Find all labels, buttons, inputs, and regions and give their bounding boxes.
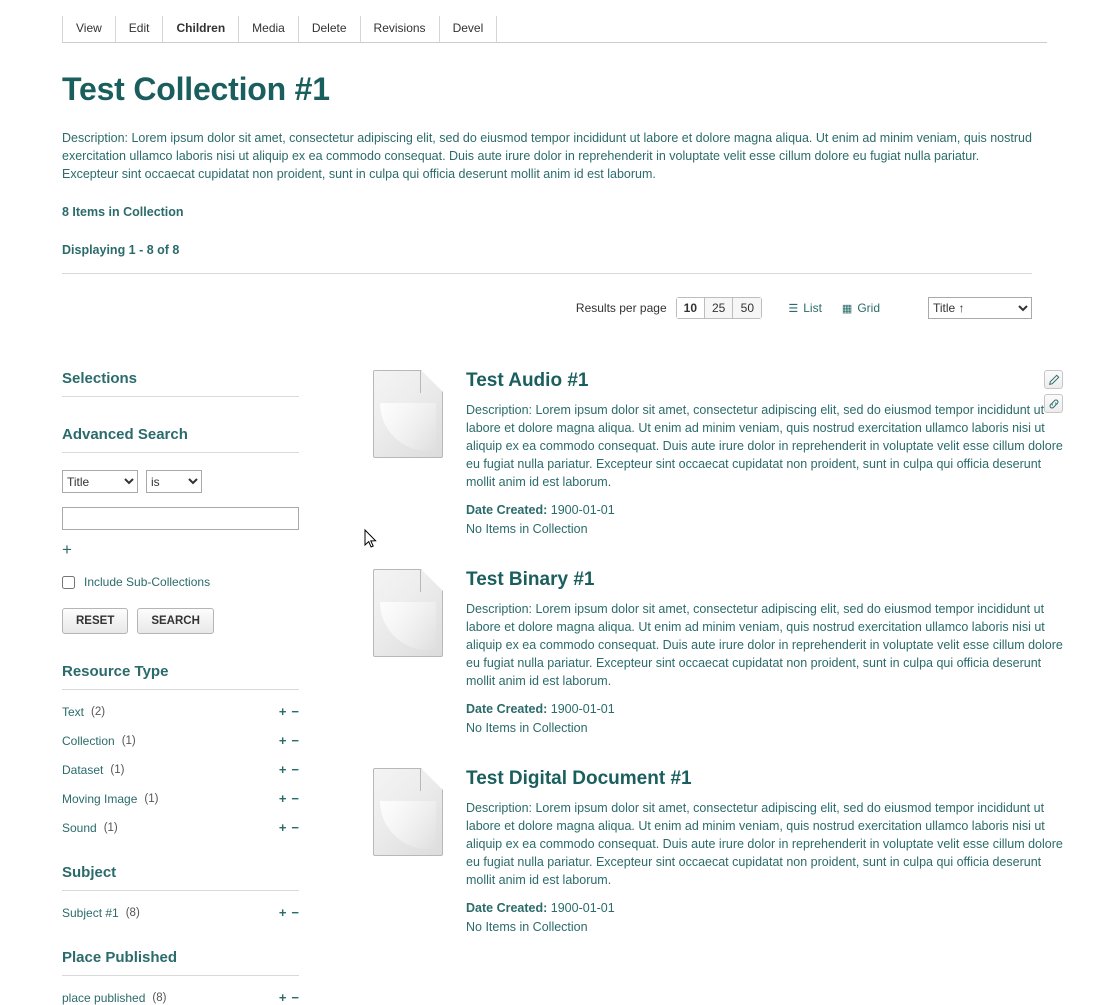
result-actions xyxy=(1044,370,1063,413)
document-icon xyxy=(373,768,443,856)
facet-label[interactable]: Moving Image xyxy=(62,791,138,806)
plus-icon[interactable]: + xyxy=(278,762,287,777)
document-icon xyxy=(373,569,443,657)
add-search-row-button[interactable]: + xyxy=(62,540,72,559)
result-no-items: No Items in Collection xyxy=(466,522,588,536)
results-per-page-group xyxy=(676,297,763,319)
advanced-operator-select[interactable] xyxy=(146,470,202,493)
result-date xyxy=(466,503,1063,517)
minus-icon[interactable]: − xyxy=(291,905,299,920)
place-published-heading: Place Published xyxy=(62,949,299,976)
facet-count: (8) xyxy=(152,991,167,1004)
page-root xyxy=(0,14,1109,1005)
minus-icon[interactable]: − xyxy=(291,791,299,806)
main-content xyxy=(62,370,1063,1005)
minus-icon[interactable]: − xyxy=(291,704,299,719)
view-list-button[interactable] xyxy=(788,301,822,315)
per-page-10[interactable]: 10 xyxy=(677,298,705,318)
facet-label[interactable]: place published xyxy=(62,990,146,1005)
result-description: Description: Lorem ipsum dolor sit amet, consectetur adipiscing elit, sed do eiusmod tempor incididunt ut labore et dolore magna aliqua. Ut enim ad minim veniam, quis nostrud exercitation ullamco laboris nisi ut aliquip ex ea commodo consequat. Duis aute irure dolor in reprehenderit in voluptate velit esse cillum dolore eu fugiat nulla pariatur. Excepteur sint occaecat cupidatat non proident, sunt in culpa qui officia deserunt mollit anim id est laborum. xyxy=(466,403,1063,489)
plus-icon[interactable]: + xyxy=(278,704,287,719)
search-buttons xyxy=(62,608,299,634)
include-subcollections-checkbox[interactable] xyxy=(62,576,75,589)
facet-resource-type-moving-image xyxy=(62,791,299,806)
facet-label[interactable]: Subject #1 xyxy=(62,905,119,920)
plus-icon[interactable]: + xyxy=(278,791,287,806)
page-title: Test Collection #1 xyxy=(62,71,330,107)
per-page-25[interactable]: 25 xyxy=(705,298,733,318)
minus-icon[interactable]: − xyxy=(291,820,299,835)
plus-icon[interactable]: + xyxy=(278,905,287,920)
collection-description: Description: Lorem ipsum dolor sit amet, consectetur adipiscing elit, sed do eiusmod tempor incididunt ut labore et dolore magna aliqua. Ut enim ad minim veniam, quis nostrud exercitation ullamco laboris nisi ut aliquip ex ea commodo consequat. Duis aute irure dolor in reprehenderit in voluptate velit esse cillum dolore eu fugiat nulla pariatur. Excepteur sint occaecat cupidatat non proident, sunt in culpa qui officia deserunt mollit anim id est laborum. xyxy=(62,131,1032,181)
plus-icon[interactable]: + xyxy=(278,733,287,748)
result-body xyxy=(461,768,1063,934)
edit-pencil-icon[interactable] xyxy=(1044,370,1063,389)
minus-icon[interactable]: − xyxy=(291,762,299,777)
tab-children[interactable]: Children xyxy=(163,16,239,42)
facet-count: (2) xyxy=(91,705,106,718)
node-tabs xyxy=(62,14,1047,43)
tab-delete[interactable]: Delete xyxy=(299,16,361,42)
result-date xyxy=(466,901,1063,915)
view-grid-label: Grid xyxy=(857,301,880,315)
facet-count: (1) xyxy=(121,734,136,747)
result-date-label: Date Created: xyxy=(466,503,548,517)
facet-resource-type-collection xyxy=(62,733,299,748)
facet-label[interactable]: Collection xyxy=(62,733,115,748)
tab-view[interactable]: View xyxy=(62,16,116,42)
facet-count: (1) xyxy=(144,792,159,805)
minus-icon[interactable]: − xyxy=(291,990,299,1005)
reset-button[interactable]: RESET xyxy=(62,608,128,634)
results-toolbar xyxy=(62,288,1032,328)
document-icon xyxy=(373,370,443,458)
advanced-search-heading: Advanced Search xyxy=(62,426,299,453)
result-thumbnail[interactable] xyxy=(373,569,461,735)
list-icon: ☰ xyxy=(788,302,799,315)
facet-label[interactable]: Sound xyxy=(62,820,97,835)
facet-count: (8) xyxy=(125,906,140,919)
tab-edit[interactable]: Edit xyxy=(116,16,164,42)
result-item xyxy=(373,370,1063,536)
minus-icon[interactable]: − xyxy=(291,733,299,748)
facet-subject-1 xyxy=(62,905,299,920)
view-list-label: List xyxy=(803,301,822,315)
facet-count: (1) xyxy=(103,821,118,834)
result-date-value: 1900-01-01 xyxy=(550,702,615,716)
facet-place-published xyxy=(62,990,299,1005)
result-no-items: No Items in Collection xyxy=(466,920,588,934)
result-no-items: No Items in Collection xyxy=(466,721,588,735)
results-list xyxy=(373,370,1063,967)
search-button[interactable]: SEARCH xyxy=(137,608,214,634)
selections-heading: Selections xyxy=(62,370,299,397)
plus-icon[interactable]: + xyxy=(278,990,287,1005)
result-title[interactable]: Test Binary #1 xyxy=(466,569,595,590)
facet-label[interactable]: Text xyxy=(62,704,85,719)
result-date-label: Date Created: xyxy=(466,702,548,716)
include-subcollections-label: Include Sub-Collections xyxy=(84,575,211,589)
result-date xyxy=(466,702,1063,716)
advanced-search-row xyxy=(62,470,299,493)
tab-media[interactable]: Media xyxy=(239,16,299,42)
advanced-field-select[interactable] xyxy=(62,470,138,493)
per-page-50[interactable]: 50 xyxy=(733,298,761,318)
advanced-search-input[interactable] xyxy=(62,507,299,530)
result-date-label: Date Created: xyxy=(466,901,548,915)
subject-heading: Subject xyxy=(62,864,299,891)
result-description: Description: Lorem ipsum dolor sit amet, consectetur adipiscing elit, sed do eiusmod tempor incididunt ut labore et dolore magna aliqua. Ut enim ad minim veniam, quis nostrud exercitation ullamco laboris nisi ut aliquip ex ea commodo consequat. Duis aute irure dolor in reprehenderit in voluptate velit esse cillum dolore eu fugiat nulla pariatur. Excepteur sint occaecat cupidatat non proident, sunt in culpa qui officia deserunt mollit anim id est laborum. xyxy=(466,801,1063,887)
result-body xyxy=(461,569,1063,735)
include-subcollections-row xyxy=(62,575,299,589)
result-description: Description: Lorem ipsum dolor sit amet, consectetur adipiscing elit, sed do eiusmod tempor incididunt ut labore et dolore magna aliqua. Ut enim ad minim veniam, quis nostrud exercitation ullamco laboris nisi ut aliquip ex ea commodo consequat. Duis aute irure dolor in reprehenderit in voluptate velit esse cillum dolore eu fugiat nulla pariatur. Excepteur sint occaecat cupidatat non proident, sunt in culpa qui officia deserunt mollit anim id est laborum. xyxy=(466,602,1063,688)
items-in-collection: 8 Items in Collection xyxy=(62,205,184,219)
results-per-page-label: Results per page xyxy=(575,301,667,315)
tab-devel[interactable]: Devel xyxy=(440,16,498,42)
result-date-value: 1900-01-01 xyxy=(550,503,615,517)
facet-resource-type-text xyxy=(62,704,299,719)
facet-resource-type-dataset xyxy=(62,762,299,777)
tab-revisions[interactable]: Revisions xyxy=(361,16,440,42)
result-title[interactable]: Test Audio #1 xyxy=(466,370,589,391)
result-thumbnail[interactable] xyxy=(373,768,461,934)
result-item xyxy=(373,569,1063,735)
facet-count: (1) xyxy=(110,763,125,776)
facet-resource-type-sound xyxy=(62,820,299,835)
plus-icon[interactable]: + xyxy=(278,820,287,835)
result-body xyxy=(461,370,1063,536)
result-title[interactable]: Test Digital Document #1 xyxy=(466,768,692,789)
sidebar xyxy=(62,370,299,1005)
result-item xyxy=(373,768,1063,934)
link-icon[interactable] xyxy=(1044,394,1063,413)
result-date-value: 1900-01-01 xyxy=(550,901,615,915)
view-toggle xyxy=(788,301,880,315)
view-grid-button[interactable] xyxy=(842,301,880,315)
resource-type-heading: Resource Type xyxy=(62,663,299,690)
facet-label[interactable]: Dataset xyxy=(62,762,104,777)
grid-icon: ▦ xyxy=(841,302,853,315)
displaying-range: Displaying 1 - 8 of 8 xyxy=(62,243,1032,274)
sort-select[interactable] xyxy=(928,297,1032,319)
result-thumbnail[interactable] xyxy=(373,370,461,536)
